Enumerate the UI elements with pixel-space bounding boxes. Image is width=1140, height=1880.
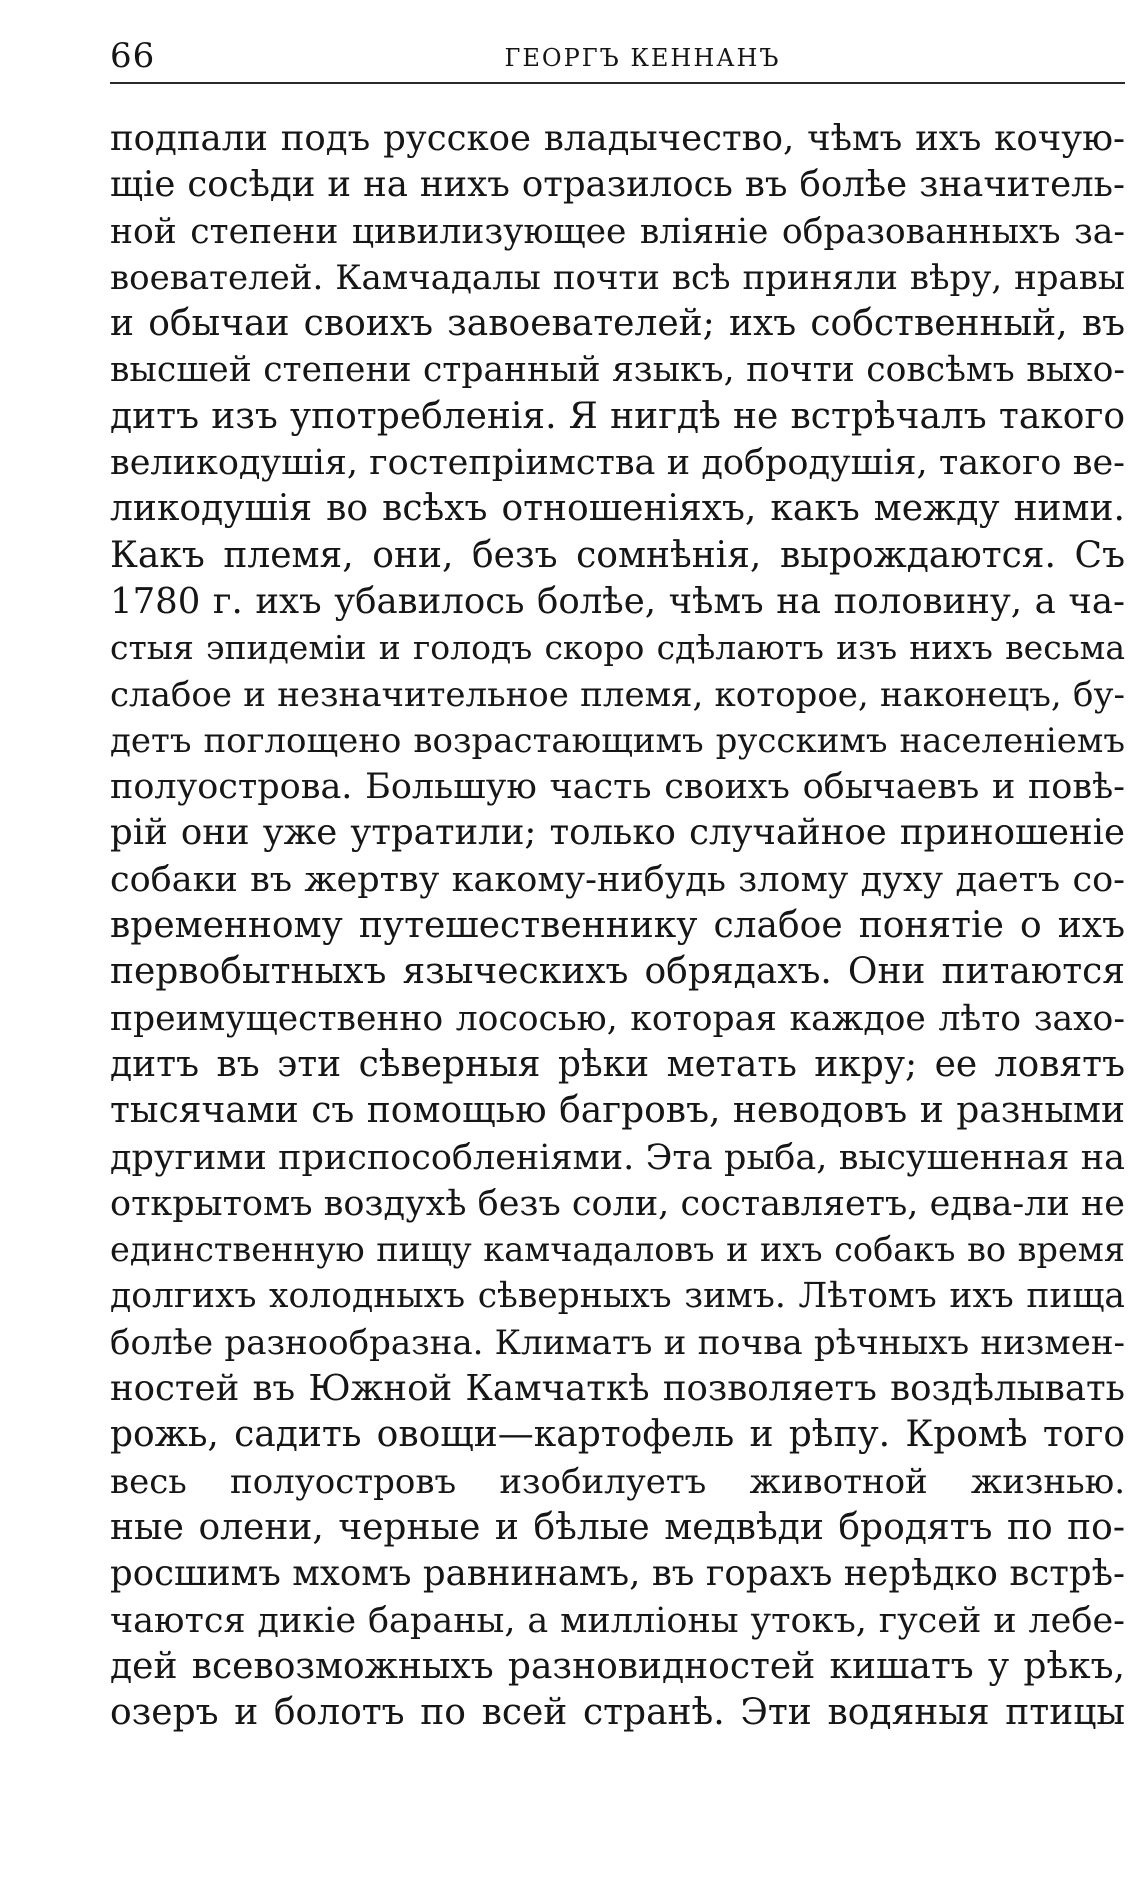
text-line [110, 672, 1125, 718]
header-rule [110, 82, 1125, 84]
text-line [110, 255, 1125, 301]
text-line [110, 1088, 1125, 1134]
text-line [110, 1135, 1125, 1181]
text-line-content: ные олени, черные и бѣлые медвѣди бродятъ по по- [110, 1506, 1125, 1548]
text-line [110, 486, 1125, 532]
text-line [110, 1320, 1125, 1366]
text-line [110, 1459, 1125, 1505]
text-line [110, 533, 1125, 579]
text-line-content: 1780 г. ихъ убавилось болѣе, чѣмъ на половину, а ча- [110, 580, 1125, 622]
text-line [110, 1644, 1125, 1690]
text-line [110, 440, 1125, 486]
text-line-content: ностей въ Южной Камчаткѣ позволяетъ воздѣлывать [110, 1368, 1125, 1410]
text-line-content: преимущественно лососью, которая каждое лѣто захо- [110, 998, 1125, 1039]
text-line [110, 1366, 1125, 1412]
text-line-content: слабое и незначительное племя, которое, наконецъ, бу- [110, 674, 1125, 715]
text-line-content: собаки въ жертву какому-нибудь злому духу даетъ со- [110, 859, 1125, 900]
text-line-content: рожь, садить овощи—картофель и рѣпу. Кромѣ того [110, 1414, 1125, 1456]
text-line-content: дитъ въ эти сѣверныя рѣки метать икру; ее ловятъ [110, 1043, 1125, 1085]
text-line [110, 1273, 1125, 1319]
text-line-content: рій они уже утратили; только случайное приношеніе [110, 812, 1125, 854]
text-line-content: высшей степени странный языкъ, почти совсѣмъ выхо- [110, 350, 1125, 391]
text-line [110, 209, 1125, 255]
text-line-content: чаются дикіе бараны, а милліоны утокъ, гусей и лебе- [110, 1600, 1125, 1641]
text-line-content: дей всевозможныхъ разновидностей кишатъ у рѣкъ, [110, 1645, 1125, 1687]
text-line-content: щіе сосѣди и на нихъ отразилось въ болѣе значитель- [110, 164, 1125, 206]
page-number: 66 [110, 36, 156, 76]
text-line [110, 1505, 1125, 1551]
text-line-content: первобытныхъ языческихъ обрядахъ. Они питаются [110, 951, 1125, 993]
text-line-content: долгихъ холодныхъ сѣверныхъ зимъ. Лѣтомъ ихъ пища [110, 1276, 1125, 1317]
text-line [110, 1690, 1125, 1736]
text-line-content: росшимъ мхомъ равнинамъ, въ горахъ нерѣдко встрѣ- [110, 1553, 1125, 1595]
text-line [110, 162, 1125, 208]
text-line [110, 949, 1125, 995]
text-line-content: воевателей. Камчадалы почти всѣ приняли вѣру, нравы [110, 257, 1125, 298]
text-line [110, 718, 1125, 764]
text-line [110, 579, 1125, 625]
text-line [110, 1551, 1125, 1597]
text-line-content: Какъ племя, они, безъ сомнѣнія, вырождаются. Съ [110, 534, 1125, 576]
text-line-content: временному путешественнику слабое понятіе о ихъ [110, 905, 1125, 947]
text-line-content: ликодушія во всѣхъ отношеніяхъ, какъ между ними. [110, 488, 1125, 530]
text-line-content: стыя эпидеміи и голодъ скоро сдѣлаютъ изъ нихъ весьма [110, 628, 1125, 668]
text-line [110, 810, 1125, 856]
text-line-content: великодушія, гостепріимства и добродушія, такого ве- [110, 443, 1125, 484]
body-text [110, 116, 1125, 1736]
text-line-content: и обычаи своихъ завоевателей; ихъ собственный, въ [110, 303, 1125, 345]
text-line [110, 301, 1125, 347]
running-title: ГЕОРГЪ КЕННАНЪ [504, 44, 781, 72]
text-line-content: озеръ и болотъ по всей странѣ. Эти водяныя птицы [110, 1692, 1125, 1734]
text-line-content: дитъ изъ употребленія. Я нигдѣ не встрѣчалъ такого [110, 395, 1125, 437]
text-line [110, 1042, 1125, 1088]
text-line-content: полуострова. Большую часть своихъ обычаевъ и повѣ- [110, 767, 1125, 808]
text-line-content: другими приспособленіями. Эта рыба, высушенная на [110, 1137, 1125, 1178]
text-line [110, 625, 1125, 671]
text-line-content: болѣе разнообразна. Климатъ и почва рѣчныхъ низмен- [110, 1322, 1125, 1363]
text-line-content: открытомъ воздухѣ безъ соли, составляетъ, едва-ли не [110, 1183, 1125, 1224]
text-line [110, 347, 1125, 393]
text-line [110, 1227, 1125, 1273]
running-head [110, 32, 1125, 86]
text-line-content: подпали подъ русское владычество, чѣмъ ихъ кочую- [110, 118, 1125, 159]
text-line [110, 1412, 1125, 1458]
text-line-content: ной степени цивилизующее вліяніе образованныхъ за- [110, 211, 1125, 252]
text-line [110, 857, 1125, 903]
text-line [110, 764, 1125, 810]
text-line-content: детъ поглощено возрастающимъ русскимъ населеніемъ [110, 720, 1125, 761]
text-line [110, 903, 1125, 949]
text-line [110, 394, 1125, 440]
text-line-content: тысячами съ помощью багровъ, неводовъ и разными [110, 1090, 1125, 1132]
text-line-content: весь полуостровъ изобилуетъ животной жизнью. [110, 1461, 1125, 1502]
text-line [110, 116, 1125, 162]
text-line-content: единственную пищу камчадаловъ и ихъ собакъ во время [110, 1230, 1125, 1270]
text-line [110, 1181, 1125, 1227]
text-line [110, 1598, 1125, 1644]
text-line [110, 996, 1125, 1042]
